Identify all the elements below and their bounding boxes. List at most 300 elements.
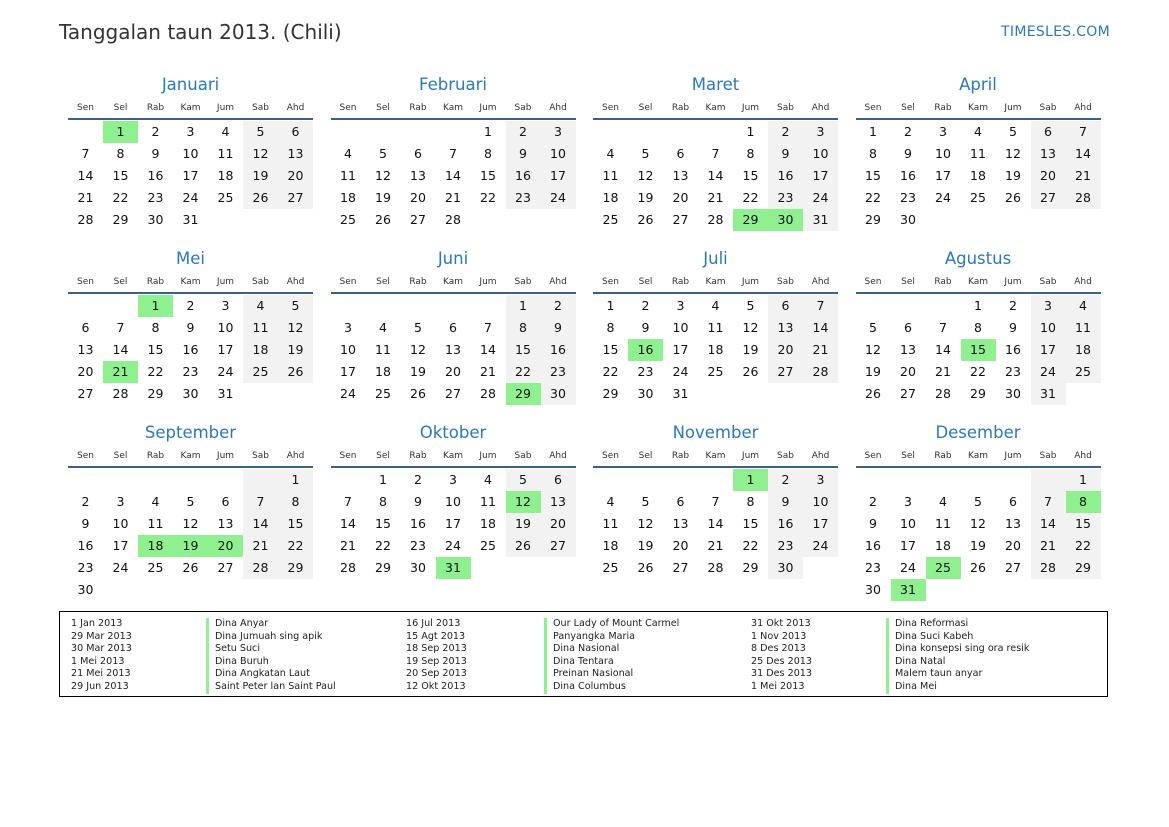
day-cell[interactable]: 8	[746, 146, 755, 161]
day-cell[interactable]: 2	[541, 295, 576, 317]
day-cell[interactable]: 15	[602, 342, 619, 357]
day-cell[interactable]: 27	[278, 187, 313, 209]
day-cell[interactable]: 15	[480, 168, 496, 183]
day-cell[interactable]: 7	[939, 320, 947, 335]
day-cell[interactable]: 24	[340, 386, 356, 401]
day-cell[interactable]: 20	[541, 513, 576, 535]
day-cell[interactable]: 5	[414, 320, 422, 335]
day-cell[interactable]: 25	[1066, 361, 1101, 383]
day-cell[interactable]: 4	[151, 494, 160, 509]
day-cell[interactable]: 20	[1031, 165, 1066, 187]
day-cell[interactable]: 25	[243, 361, 278, 383]
day-cell[interactable]: 12	[637, 516, 654, 531]
day-cell[interactable]: 12	[1005, 146, 1021, 161]
day-cell[interactable]: 1	[506, 295, 541, 317]
day-cell[interactable]: 27	[445, 386, 461, 401]
day-cell[interactable]: 3	[1031, 295, 1066, 317]
day-cell[interactable]: 12	[865, 342, 881, 357]
day-cell[interactable]: 14	[707, 516, 724, 531]
day-cell[interactable]: 21	[445, 190, 461, 205]
day-cell[interactable]: 31	[436, 557, 471, 579]
day-cell[interactable]: 4	[711, 298, 720, 313]
day-cell[interactable]: 14	[935, 342, 951, 357]
day-cell[interactable]: 13	[541, 491, 576, 513]
day-cell[interactable]: 15	[278, 513, 313, 535]
day-cell[interactable]: 31	[1031, 383, 1066, 405]
day-cell[interactable]: 26	[970, 560, 986, 575]
day-cell[interactable]: 24	[182, 190, 199, 205]
day-cell[interactable]: 22	[147, 364, 164, 379]
day-cell[interactable]: 21	[1066, 165, 1101, 187]
day-cell[interactable]: 19	[243, 165, 278, 187]
day-cell[interactable]: 22	[480, 190, 496, 205]
day-cell[interactable]: 24	[445, 538, 461, 553]
day-cell[interactable]: 21	[803, 339, 838, 361]
day-cell[interactable]: 3	[186, 124, 195, 139]
day-cell[interactable]: 9	[641, 320, 650, 335]
day-cell[interactable]: 3	[449, 472, 457, 487]
day-cell[interactable]: 2	[768, 121, 803, 143]
day-cell[interactable]: 12	[182, 516, 199, 531]
day-cell[interactable]: 15	[147, 342, 164, 357]
day-cell[interactable]: 12	[506, 491, 541, 513]
day-cell[interactable]: 16	[77, 538, 94, 553]
day-cell[interactable]: 31	[803, 209, 838, 231]
day-cell[interactable]: 13	[1005, 516, 1021, 531]
day-cell[interactable]: 19	[1005, 168, 1021, 183]
day-cell[interactable]: 23	[1005, 364, 1021, 379]
day-cell[interactable]: 13	[768, 317, 803, 339]
day-cell[interactable]: 20	[768, 339, 803, 361]
day-cell[interactable]: 6	[81, 320, 90, 335]
day-cell[interactable]: 15	[375, 516, 391, 531]
day-cell[interactable]: 24	[217, 364, 234, 379]
day-cell[interactable]: 23	[410, 538, 426, 553]
day-cell[interactable]: 5	[243, 121, 278, 143]
day-cell[interactable]: 5	[746, 298, 755, 313]
day-cell[interactable]: 22	[742, 538, 759, 553]
day-cell[interactable]: 2	[904, 124, 912, 139]
day-cell[interactable]: 26	[243, 187, 278, 209]
day-cell[interactable]: 9	[81, 516, 90, 531]
day-cell[interactable]: 2	[151, 124, 160, 139]
day-cell[interactable]: 13	[672, 168, 689, 183]
day-cell[interactable]: 19	[410, 364, 426, 379]
day-cell[interactable]: 4	[606, 146, 615, 161]
day-cell[interactable]: 11	[602, 168, 619, 183]
day-cell[interactable]: 19	[173, 535, 208, 557]
day-cell[interactable]: 4	[243, 295, 278, 317]
day-cell[interactable]: 28	[707, 212, 724, 227]
day-cell[interactable]: 5	[869, 320, 877, 335]
day-cell[interactable]: 16	[410, 516, 426, 531]
day-cell[interactable]: 26	[1005, 190, 1021, 205]
day-cell[interactable]: 9	[541, 317, 576, 339]
day-cell[interactable]: 29	[147, 386, 164, 401]
day-cell[interactable]: 7	[484, 320, 492, 335]
day-cell[interactable]: 12	[243, 143, 278, 165]
day-cell[interactable]: 12	[375, 168, 391, 183]
day-cell[interactable]: 17	[340, 364, 356, 379]
day-cell[interactable]: 14	[1066, 143, 1101, 165]
day-cell[interactable]: 10	[1031, 317, 1066, 339]
day-cell[interactable]: 17	[672, 342, 689, 357]
day-cell[interactable]: 3	[541, 121, 576, 143]
day-cell[interactable]: 9	[151, 146, 160, 161]
day-cell[interactable]: 29	[1066, 557, 1101, 579]
day-cell[interactable]: 6	[676, 494, 685, 509]
day-cell[interactable]: 12	[410, 342, 426, 357]
day-cell[interactable]: 21	[340, 538, 356, 553]
day-cell[interactable]: 21	[935, 364, 951, 379]
day-cell[interactable]: 16	[628, 339, 663, 361]
day-cell[interactable]: 21	[480, 364, 496, 379]
day-cell[interactable]: 3	[803, 469, 838, 491]
day-cell[interactable]: 16	[506, 165, 541, 187]
day-cell[interactable]: 16	[541, 339, 576, 361]
day-cell[interactable]: 23	[182, 364, 199, 379]
day-cell[interactable]: 30	[900, 212, 916, 227]
day-cell[interactable]: 10	[803, 491, 838, 513]
day-cell[interactable]: 27	[672, 212, 689, 227]
day-cell[interactable]: 3	[803, 121, 838, 143]
day-cell[interactable]: 29	[112, 212, 129, 227]
day-cell[interactable]: 7	[81, 146, 90, 161]
day-cell[interactable]: 20	[900, 364, 916, 379]
day-cell[interactable]: 7	[344, 494, 352, 509]
day-cell[interactable]: 1	[1066, 469, 1101, 491]
day-cell[interactable]: 10	[935, 146, 951, 161]
day-cell[interactable]: 28	[340, 560, 356, 575]
day-cell[interactable]: 6	[904, 320, 912, 335]
day-cell[interactable]: 22	[602, 364, 619, 379]
day-cell[interactable]: 29	[865, 212, 881, 227]
day-cell[interactable]: 19	[865, 364, 881, 379]
day-cell[interactable]: 28	[243, 557, 278, 579]
day-cell[interactable]: 29	[602, 386, 619, 401]
day-cell[interactable]: 5	[641, 494, 650, 509]
day-cell[interactable]: 23	[865, 560, 881, 575]
day-cell[interactable]: 14	[707, 168, 724, 183]
day-cell[interactable]: 28	[445, 212, 461, 227]
day-cell[interactable]: 12	[637, 168, 654, 183]
day-cell[interactable]: 6	[541, 469, 576, 491]
day-cell[interactable]: 11	[935, 516, 951, 531]
day-cell[interactable]: 15	[742, 516, 759, 531]
day-cell[interactable]: 4	[974, 124, 982, 139]
day-cell[interactable]: 30	[410, 560, 426, 575]
day-cell[interactable]: 21	[707, 538, 724, 553]
day-cell[interactable]: 25	[217, 190, 234, 205]
day-cell[interactable]: 9	[186, 320, 195, 335]
day-cell[interactable]: 11	[217, 146, 234, 161]
day-cell[interactable]: 9	[869, 516, 877, 531]
day-cell[interactable]: 24	[1031, 361, 1066, 383]
day-cell[interactable]: 6	[414, 146, 422, 161]
day-cell[interactable]: 23	[637, 364, 654, 379]
day-cell[interactable]: 10	[900, 516, 916, 531]
day-cell[interactable]: 14	[77, 168, 94, 183]
day-cell[interactable]: 15	[1066, 513, 1101, 535]
day-cell[interactable]: 27	[768, 361, 803, 383]
day-cell[interactable]: 8	[746, 494, 755, 509]
day-cell[interactable]: 23	[541, 361, 576, 383]
day-cell[interactable]: 26	[865, 386, 881, 401]
day-cell[interactable]: 2	[641, 298, 650, 313]
day-cell[interactable]: 3	[116, 494, 125, 509]
day-cell[interactable]: 2	[768, 469, 803, 491]
day-cell[interactable]: 5	[379, 146, 387, 161]
day-cell[interactable]: 20	[1005, 538, 1021, 553]
day-cell[interactable]: 31	[182, 212, 199, 227]
day-cell[interactable]: 30	[1005, 386, 1021, 401]
day-cell[interactable]: 27	[900, 386, 916, 401]
day-cell[interactable]: 3	[221, 298, 230, 313]
day-cell[interactable]: 22	[1066, 535, 1101, 557]
day-cell[interactable]: 11	[375, 342, 391, 357]
day-cell[interactable]: 19	[637, 538, 654, 553]
day-cell[interactable]: 18	[1066, 339, 1101, 361]
day-cell[interactable]: 3	[344, 320, 352, 335]
day-cell[interactable]: 17	[803, 513, 838, 535]
day-cell[interactable]: 9	[768, 143, 803, 165]
day-cell[interactable]: 22	[970, 364, 986, 379]
day-cell[interactable]: 20	[672, 538, 689, 553]
day-cell[interactable]: 29	[278, 557, 313, 579]
day-cell[interactable]: 30	[147, 212, 164, 227]
day-cell[interactable]: 23	[768, 535, 803, 557]
day-cell[interactable]: 27	[77, 386, 94, 401]
day-cell[interactable]: 1	[379, 472, 387, 487]
day-cell[interactable]: 4	[379, 320, 387, 335]
day-cell[interactable]: 1	[733, 469, 768, 491]
day-cell[interactable]: 12	[970, 516, 986, 531]
day-cell[interactable]: 10	[112, 516, 129, 531]
day-cell[interactable]: 5	[641, 146, 650, 161]
day-cell[interactable]: 28	[1031, 557, 1066, 579]
day-cell[interactable]: 8	[506, 317, 541, 339]
day-cell[interactable]: 17	[445, 516, 461, 531]
day-cell[interactable]: 25	[926, 557, 961, 579]
day-cell[interactable]: 2	[414, 472, 422, 487]
day-cell[interactable]: 14	[340, 516, 356, 531]
day-cell[interactable]: 1	[606, 298, 615, 313]
day-cell[interactable]: 1	[746, 124, 755, 139]
day-cell[interactable]: 22	[865, 190, 881, 205]
day-cell[interactable]: 13	[900, 342, 916, 357]
day-cell[interactable]: 21	[103, 361, 138, 383]
day-cell[interactable]: 26	[278, 361, 313, 383]
day-cell[interactable]: 9	[768, 491, 803, 513]
day-cell[interactable]: 8	[379, 494, 387, 509]
day-cell[interactable]: 7	[711, 146, 720, 161]
day-cell[interactable]: 27	[1005, 560, 1021, 575]
day-cell[interactable]: 6	[1031, 121, 1066, 143]
day-cell[interactable]: 30	[768, 209, 803, 231]
day-cell[interactable]: 18	[935, 538, 951, 553]
day-cell[interactable]: 24	[900, 560, 916, 575]
day-cell[interactable]: 18	[243, 339, 278, 361]
day-cell[interactable]: 28	[77, 212, 94, 227]
day-cell[interactable]: 8	[484, 146, 492, 161]
day-cell[interactable]: 13	[217, 516, 234, 531]
day-cell[interactable]: 29	[742, 560, 759, 575]
day-cell[interactable]: 13	[410, 168, 426, 183]
day-cell[interactable]: 9	[904, 146, 912, 161]
day-cell[interactable]: 7	[1066, 121, 1101, 143]
day-cell[interactable]: 1	[278, 469, 313, 491]
day-cell[interactable]: 23	[147, 190, 164, 205]
day-cell[interactable]: 31	[217, 386, 234, 401]
day-cell[interactable]: 26	[375, 212, 391, 227]
day-cell[interactable]: 21	[77, 190, 94, 205]
day-cell[interactable]: 15	[961, 339, 996, 361]
day-cell[interactable]: 26	[637, 560, 654, 575]
day-cell[interactable]: 22	[742, 190, 759, 205]
day-cell[interactable]: 20	[208, 535, 243, 557]
day-cell[interactable]: 21	[1031, 535, 1066, 557]
day-cell[interactable]: 25	[602, 560, 619, 575]
day-cell[interactable]: 16	[768, 165, 803, 187]
day-cell[interactable]: 17	[112, 538, 129, 553]
day-cell[interactable]: 11	[340, 168, 356, 183]
day-cell[interactable]: 13	[672, 516, 689, 531]
day-cell[interactable]: 16	[182, 342, 199, 357]
day-cell[interactable]: 27	[672, 560, 689, 575]
day-cell[interactable]: 19	[506, 513, 541, 535]
day-cell[interactable]: 4	[221, 124, 230, 139]
day-cell[interactable]: 10	[541, 143, 576, 165]
day-cell[interactable]: 5	[1009, 124, 1017, 139]
day-cell[interactable]: 10	[445, 494, 461, 509]
day-cell[interactable]: 17	[541, 165, 576, 187]
day-cell[interactable]: 26	[637, 212, 654, 227]
day-cell[interactable]: 19	[742, 342, 759, 357]
day-cell[interactable]: 10	[672, 320, 689, 335]
day-cell[interactable]: 31	[891, 579, 926, 601]
day-cell[interactable]: 9	[414, 494, 422, 509]
day-cell[interactable]: 16	[1005, 342, 1021, 357]
day-cell[interactable]: 26	[742, 364, 759, 379]
day-cell[interactable]: 29	[506, 383, 541, 405]
day-cell[interactable]: 2	[186, 298, 195, 313]
day-cell[interactable]: 27	[541, 535, 576, 557]
day-cell[interactable]: 28	[935, 386, 951, 401]
day-cell[interactable]: 6	[676, 146, 685, 161]
day-cell[interactable]: 7	[243, 491, 278, 513]
day-cell[interactable]: 8	[151, 320, 160, 335]
day-cell[interactable]: 27	[1031, 187, 1066, 209]
day-cell[interactable]: 25	[340, 212, 356, 227]
day-cell[interactable]: 23	[900, 190, 916, 205]
day-cell[interactable]: 28	[803, 361, 838, 383]
day-cell[interactable]: 15	[112, 168, 129, 183]
day-cell[interactable]: 18	[480, 516, 496, 531]
day-cell[interactable]: 12	[742, 320, 759, 335]
day-cell[interactable]: 22	[278, 535, 313, 557]
day-cell[interactable]: 18	[970, 168, 986, 183]
day-cell[interactable]: 17	[217, 342, 234, 357]
day-cell[interactable]: 6	[221, 494, 230, 509]
day-cell[interactable]: 23	[768, 187, 803, 209]
day-cell[interactable]: 8	[606, 320, 615, 335]
day-cell[interactable]: 15	[506, 339, 541, 361]
day-cell[interactable]: 2	[869, 494, 877, 509]
day-cell[interactable]: 30	[768, 557, 803, 579]
day-cell[interactable]: 6	[278, 121, 313, 143]
day-cell[interactable]: 10	[182, 146, 199, 161]
day-cell[interactable]: 18	[375, 364, 391, 379]
day-cell[interactable]: 10	[803, 143, 838, 165]
day-cell[interactable]: 18	[217, 168, 234, 183]
day-cell[interactable]: 2	[1009, 298, 1017, 313]
day-cell[interactable]: 18	[707, 342, 724, 357]
day-cell[interactable]: 11	[147, 516, 164, 531]
day-cell[interactable]: 28	[707, 560, 724, 575]
day-cell[interactable]: 10	[217, 320, 234, 335]
day-cell[interactable]: 27	[217, 560, 234, 575]
day-cell[interactable]: 26	[410, 386, 426, 401]
day-cell[interactable]: 14	[480, 342, 496, 357]
day-cell[interactable]: 8	[116, 146, 125, 161]
day-cell[interactable]: 26	[182, 560, 199, 575]
day-cell[interactable]: 11	[707, 320, 724, 335]
day-cell[interactable]: 21	[707, 190, 724, 205]
day-cell[interactable]: 16	[865, 538, 881, 553]
day-cell[interactable]: 14	[112, 342, 129, 357]
day-cell[interactable]: 11	[1066, 317, 1101, 339]
day-cell[interactable]: 24	[803, 535, 838, 557]
day-cell[interactable]: 20	[410, 190, 426, 205]
day-cell[interactable]: 6	[768, 295, 803, 317]
day-cell[interactable]: 19	[375, 190, 391, 205]
day-cell[interactable]: 31	[672, 386, 689, 401]
day-cell[interactable]: 7	[803, 295, 838, 317]
day-cell[interactable]: 13	[1031, 143, 1066, 165]
day-cell[interactable]: 25	[970, 190, 986, 205]
day-cell[interactable]: 2	[81, 494, 90, 509]
day-cell[interactable]: 11	[243, 317, 278, 339]
day-cell[interactable]: 25	[602, 212, 619, 227]
day-cell[interactable]: 26	[506, 535, 541, 557]
day-cell[interactable]: 4	[1066, 295, 1101, 317]
day-cell[interactable]: 3	[939, 124, 947, 139]
day-cell[interactable]: 8	[278, 491, 313, 513]
day-cell[interactable]: 20	[278, 165, 313, 187]
day-cell[interactable]: 20	[77, 364, 94, 379]
day-cell[interactable]: 6	[449, 320, 457, 335]
day-cell[interactable]: 22	[506, 361, 541, 383]
day-cell[interactable]: 1	[138, 295, 173, 317]
day-cell[interactable]: 13	[278, 143, 313, 165]
day-cell[interactable]: 16	[900, 168, 916, 183]
day-cell[interactable]: 15	[865, 168, 881, 183]
day-cell[interactable]: 30	[637, 386, 654, 401]
day-cell[interactable]: 1	[974, 298, 982, 313]
day-cell[interactable]: 30	[182, 386, 199, 401]
day-cell[interactable]: 14	[445, 168, 461, 183]
day-cell[interactable]: 24	[672, 364, 689, 379]
day-cell[interactable]: 4	[484, 472, 492, 487]
day-cell[interactable]: 24	[935, 190, 951, 205]
day-cell[interactable]: 4	[939, 494, 947, 509]
day-cell[interactable]: 3	[904, 494, 912, 509]
day-cell[interactable]: 10	[340, 342, 356, 357]
day-cell[interactable]: 24	[112, 560, 129, 575]
day-cell[interactable]: 12	[278, 317, 313, 339]
day-cell[interactable]: 25	[375, 386, 391, 401]
day-cell[interactable]: 8	[974, 320, 982, 335]
